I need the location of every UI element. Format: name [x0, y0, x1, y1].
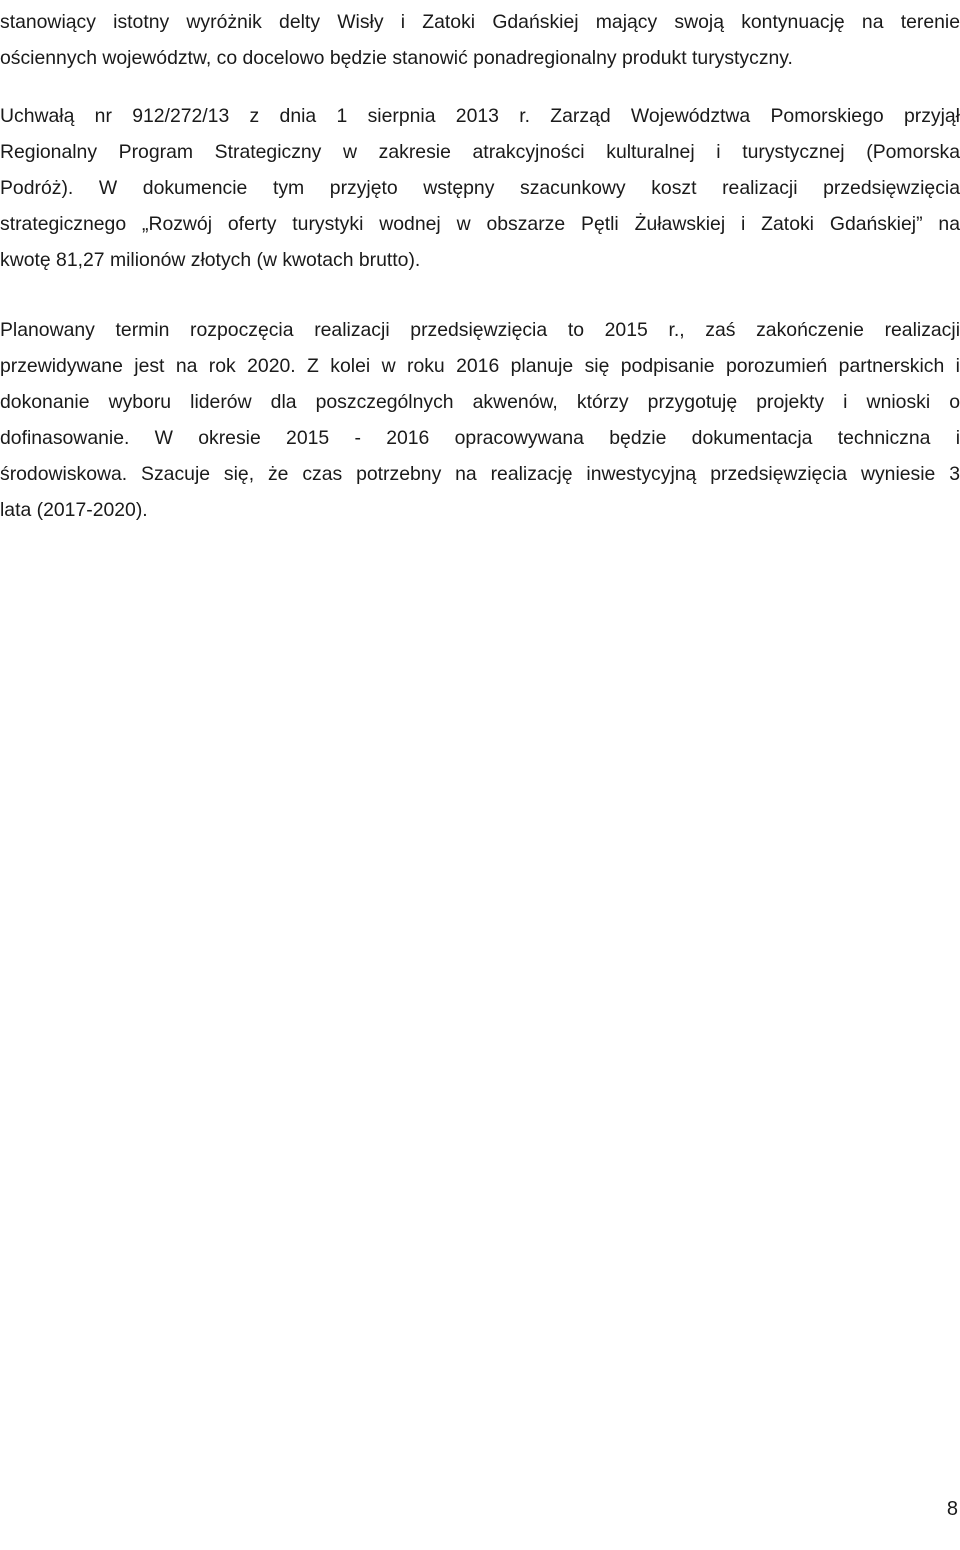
paragraph-2-line: kwotę 81,27 milionów złotych (w kwotach brutto). — [0, 249, 421, 271]
paragraph-2-line: strategicznego „Rozwój oferty turystyki wodnej w obszarze Pętli Żuławskiej i Zatoki Gdańskiej” na — [0, 213, 960, 235]
paragraph-3-line: dofinasowanie. W okresie 2015 - 2016 opracowywana będzie dokumentacja techniczna i — [0, 427, 960, 449]
paragraph-3-line: Planowany termin rozpoczęcia realizacji przedsięwzięcia to 2015 r., zaś zakończenie realizacji — [0, 319, 960, 341]
paragraph-3-line: dokonanie wyboru liderów dla poszczególnych akwenów, którzy przygotuję projekty i wnioski o — [0, 391, 960, 413]
paragraph-2 — [0, 98, 960, 278]
paragraph-3-line: przewidywane jest na rok 2020. Z kolei w roku 2016 planuje się podpisanie porozumień partnerskich i — [0, 355, 960, 377]
page-number: 8 — [946, 1498, 958, 1520]
paragraph-2-line: Regionalny Program Strategiczny w zakresie atrakcyjności kulturalnej i turystycznej (Pomorska — [0, 141, 960, 163]
paragraph-1-line: stanowiący istotny wyróżnik delty Wisły i Zatoki Gdańskiej mający swoją kontynuację na terenie — [0, 11, 960, 33]
paragraph-3-line: środowiskowa. Szacuje się, że czas potrzebny na realizację inwestycyjną przedsięwzięcia wyniesie 3 — [0, 463, 960, 485]
paragraph-1 — [0, 4, 960, 76]
paragraph-1-line: ościennych województw, co docelowo będzie stanowić ponadregionalny produkt turystyczny. — [0, 47, 793, 69]
paragraph-2-line: Podróż). W dokumencie tym przyjęto wstępny szacunkowy koszt realizacji przedsięwzięcia — [0, 177, 960, 199]
paragraph-2-line: Uchwałą nr 912/272/13 z dnia 1 sierpnia 2013 r. Zarząd Województwa Pomorskiego przyjął — [0, 105, 960, 127]
paragraph-3-line: lata (2017-2020). — [0, 499, 148, 521]
paragraph-3 — [0, 312, 960, 528]
